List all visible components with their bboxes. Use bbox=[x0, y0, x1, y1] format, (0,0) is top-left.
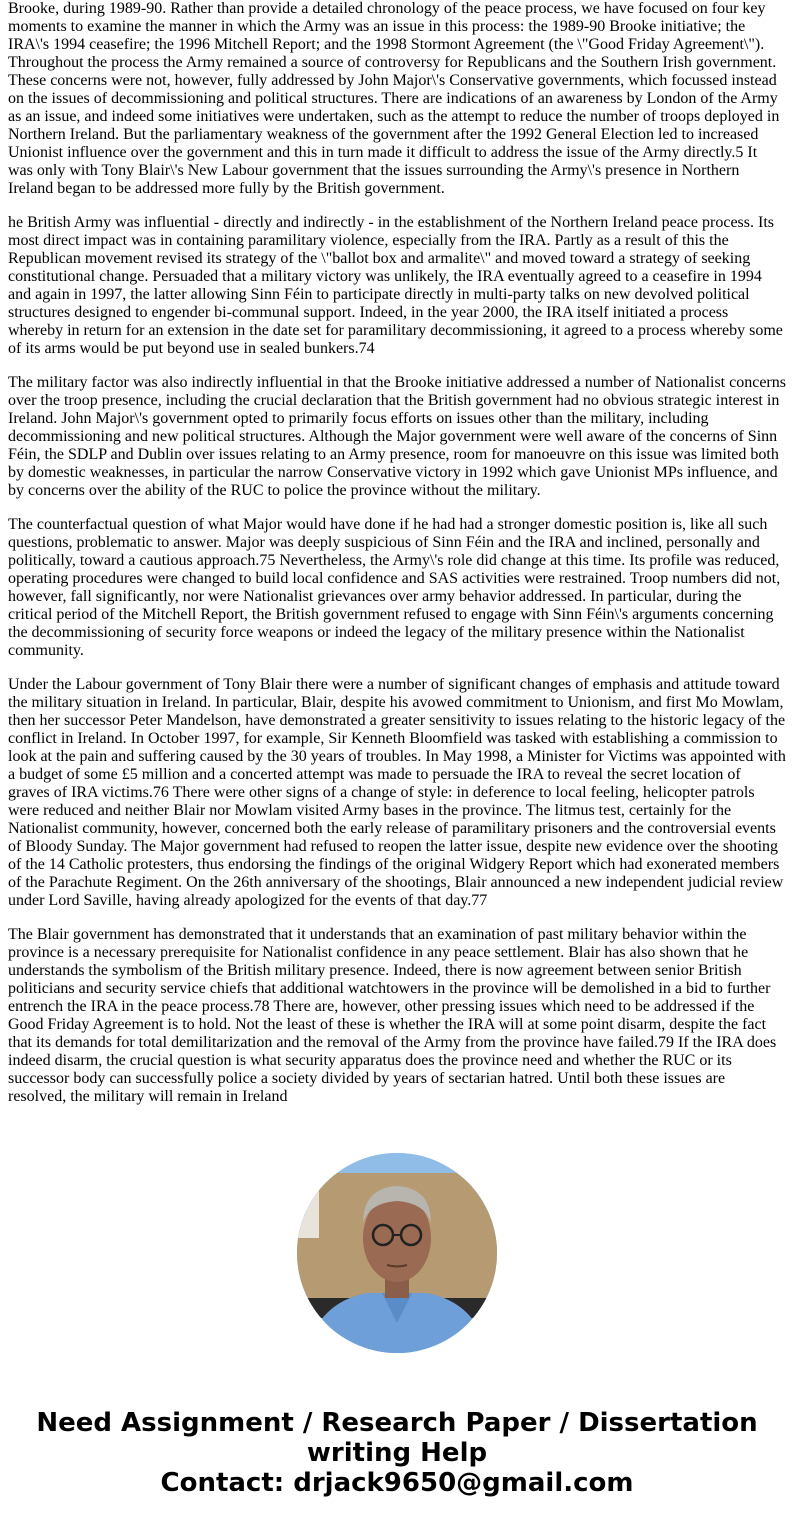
cta-headline: Need Assignment / Research Paper / Dissertation writing Help bbox=[36, 1408, 758, 1468]
paragraph: Brooke, during 1989-90. Rather than provide a detailed chronology of the peace process, we have focused on four key moments to examine the manner in which the Army was an issue in this process: the 1989-90 Brooke initiative; the IRA\'s 1994 ceasefire; the 1996 Mitchell Report; and the 1998 Stormont Agreement (the \"Good Friday Agreement\"). Throughout the process the Army remained a source of controversy for Republicans and the Southern Irish government. These concerns were not, however, fully addressed by John Major\'s Conservative governments, which focussed instead on the issues of decommissioning and political structures. There are indications of an awareness by London of the Army as an issue, and indeed some initiatives were undertaken, such as the attempt to reduce the number of troops deployed in Northern Ireland. But the parliamentary weakness of the government after the 1992 General Election led to increased Unionist influence over the government and this in turn made it difficult to address the issue of the Army directly.5 It was only with Tony Blair\'s New Labour government that the issues surrounding the Army\'s presence in Northern Ireland began to be addressed more fully by the British government. bbox=[8, 0, 780, 197]
author-photo-container bbox=[0, 1153, 794, 1358]
paragraph: Under the Labour government of Tony Blair there were a number of significant changes of emphasis and attitude toward the military situation in Ireland. In particular, Blair, despite his avowed commitment to Unionism, and first Mo Mowlam, then her successor Peter Mandelson, have demonstrated a greater sensitivity to issues relating to the historic legacy of the conflict in Ireland. In October 1997, for example, Sir Kenneth Bloomfield was tasked with establishing a commission to look at the pain and suffering caused by the 30 years of troubles. In May 1998, a Minister for Victims was appointed with a budget of some £5 million and a concerted attempt was made to persuade the IRA to reveal the secret location of graves of IRA victims.76 There were other signs of a change of style: in deference to local feeling, helicopter patrols were reduced and neither Blair nor Mowlam visited Army bases in the province. The litmus test, certainly for the Nationalist community, however, concerned both the early release of paramilitary prisoners and the controversial events of Bloody Sunday. The Major government had refused to reopen the latter issue, despite new evidence over the shooting of the 14 Catholic protesters, thus endorsing the findings of the original Widgery Report which had exonerated members of the Parachute Regiment. On the 26th anniversary of the shootings, Blair announced a new independent judicial review under Lord Saville, having already apologized for the events of that day.77 bbox=[8, 676, 786, 909]
contact-banner bbox=[0, 1408, 794, 1498]
paragraph: The Blair government has demonstrated that it understands that an examination of past military behavior within the province is a necessary prerequisite for Nationalist confidence in any peace settlement. Blair has also shown that he understands the symbolism of the British military presence. Indeed, there is now agreement between senior British politicians and security service chiefs that additional watchtowers in the province will be demolished in a bid to further entrench the IRA in the peace process.78 There are, however, other pressing issues which need to be addressed if the Good Friday Agreement is to hold. Not the least of these is whether the IRA will at some point disarm, despite the fact that its demands for total demilitarization and the removal of the Army from the province have failed.79 If the IRA does indeed disarm, the crucial question is what security apparatus does the province need and whether the RUC or its successor body can successfully police a society divided by years of sectarian hatred. Until both these issues are resolved, the military will remain in Ireland bbox=[8, 926, 777, 1105]
author-photo bbox=[297, 1153, 497, 1353]
paragraph: he British Army was influential - directly and indirectly - in the establishment of the Northern Ireland peace process. Its most direct impact was in containing paramilitary violence, especially from the IRA. Partly as a result of this the Republican movement revised its strategy of the \"ballot box and armalite\" and moved toward a strategy of seeking constitutional change. Persuaded that a military victory was unlikely, the IRA eventually agreed to a ceasefire in 1994 and again in 1997, the latter allowing Sinn Féin to participate directly in multi-party talks on new devolved political structures designed to engender bi-communal support. Indeed, in the year 2000, the IRA itself initiated a process whereby in return for an extension in the date set for paramilitary decommissioning, it agreed to a process whereby some of its arms would be put beyond use in sealed bunkers.74 bbox=[8, 214, 783, 357]
portrait-illustration bbox=[297, 1153, 497, 1353]
cta-contact-email: Contact: drjack9650@gmail.com bbox=[160, 1468, 634, 1498]
paragraph: The military factor was also indirectly influential in that the Brooke initiative addressed a number of Nationalist concerns over the troop presence, including the crucial declaration that the British government had no obvious strategic interest in Ireland. John Major\'s government opted to primarily focus efforts on issues other than the military, including decommissioning and new political structures. Although the Major government were well aware of the concerns of Sinn Féin, the SDLP and Dublin over issues relating to an Army presence, room for manoeuvre on this issue was limited both by domestic weaknesses, in particular the narrow Conservative victory in 1992 which gave Unionist MPs influence, and by concerns over the ability of the RUC to police the province without the military. bbox=[8, 374, 786, 499]
paragraph: The counterfactual question of what Major would have done if he had had a stronger domestic position is, like all such questions, problematic to answer. Major was deeply suspicious of Sinn Féin and the IRA and inclined, personally and politically, toward a cautious approach.75 Nevertheless, the Army\'s role did change at this time. Its profile was reduced, operating procedures were changed to build local confidence and SAS activities were restrained. Troop numbers did not, however, fall significantly, nor were Nationalist grievances over army behavior addressed. In particular, during the critical period of the Mitchell Report, the British government refused to engage with Sinn Féin\'s arguments concerning the decommissioning of security force weapons or indeed the legacy of the military presence within the Nationalist community. bbox=[8, 516, 781, 659]
